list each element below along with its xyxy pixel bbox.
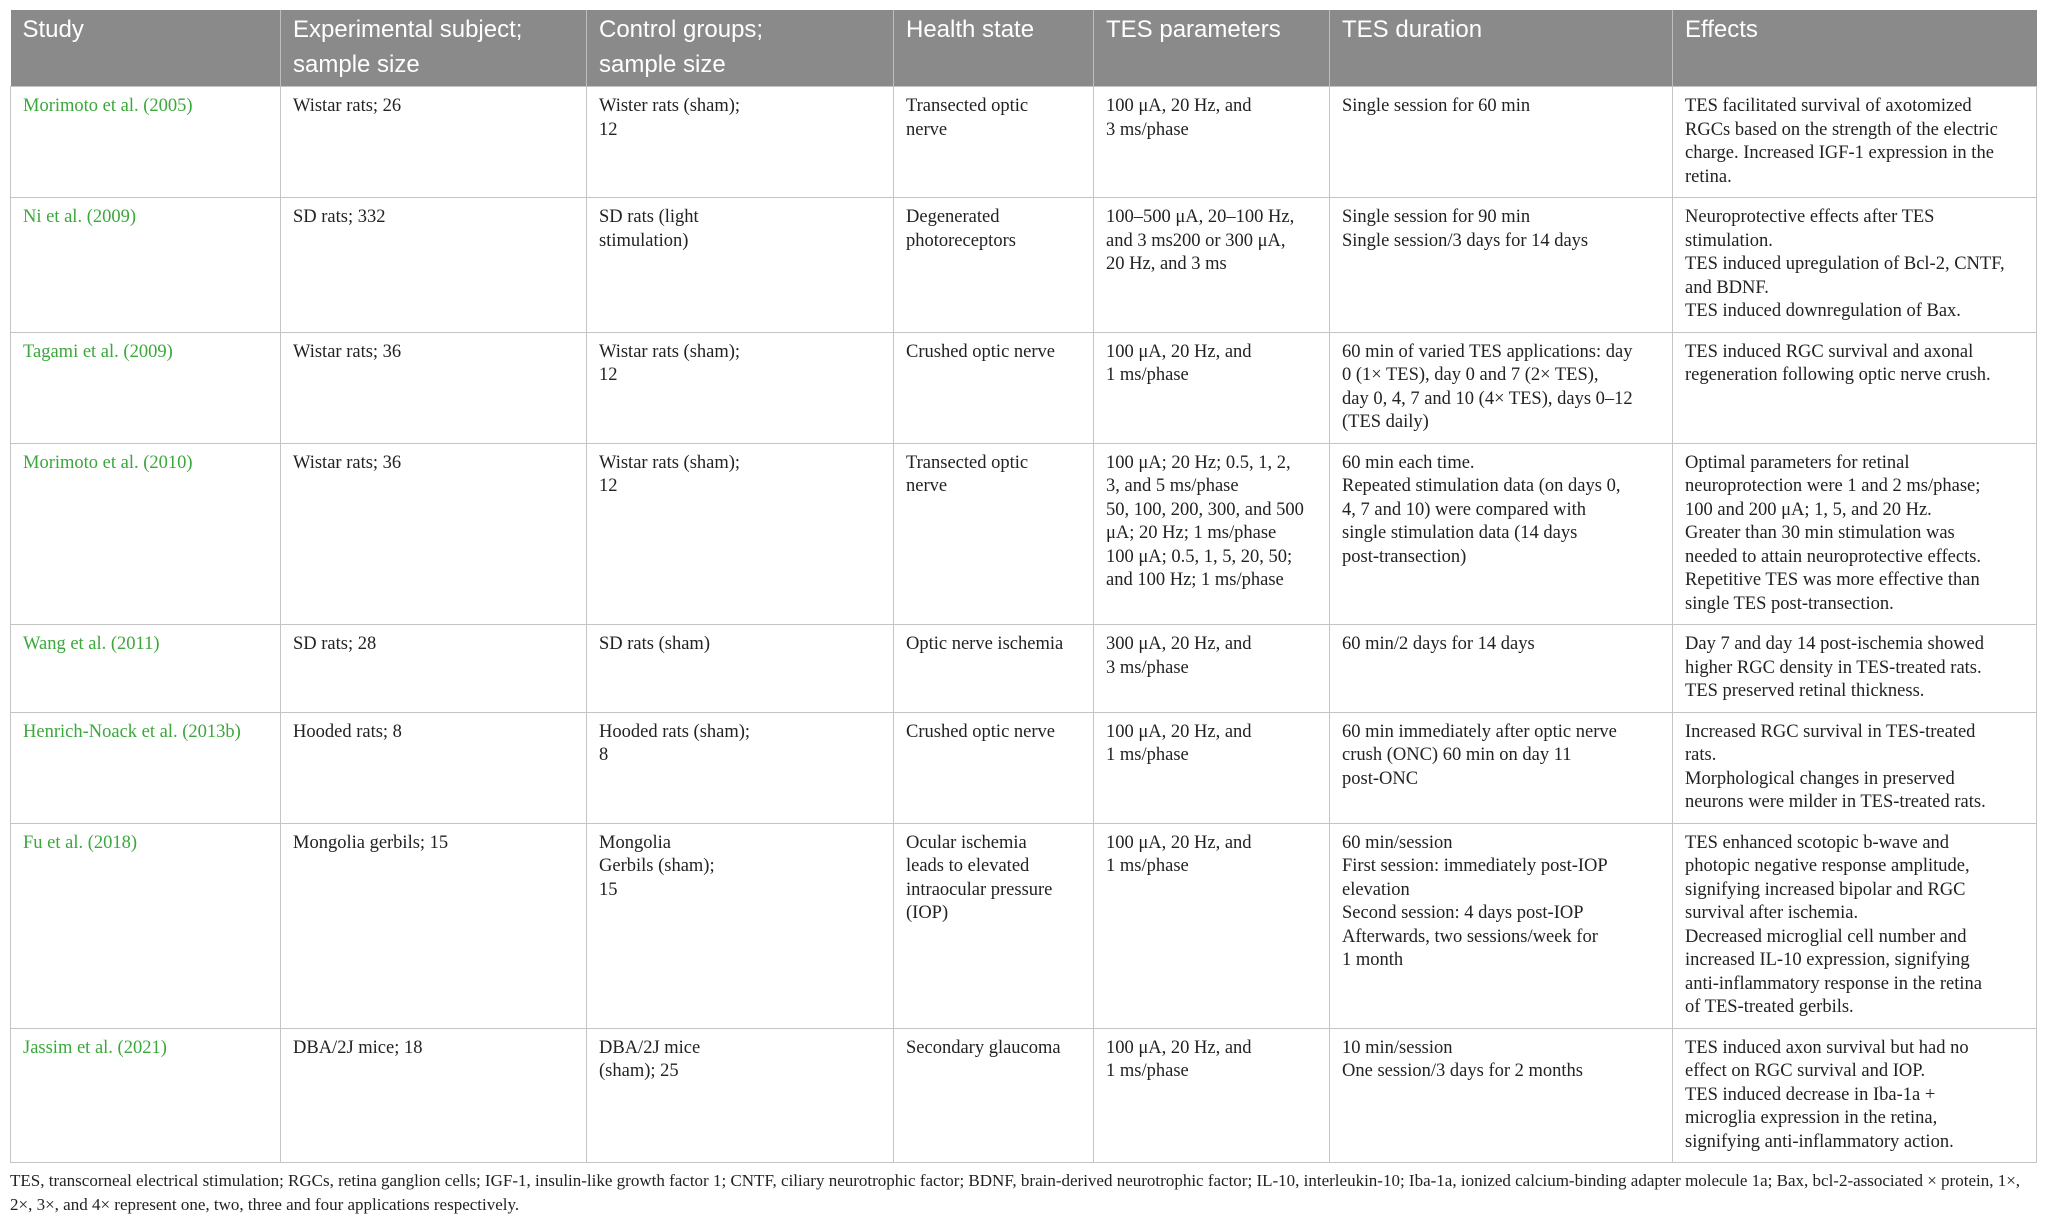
- experimental-subject-cell: Wistar rats; 36: [281, 443, 587, 625]
- tes-duration-cell: 60 min/session First session: immediately post-IOP elevation Second session: 4 days post-IOP Afterwards, two sessions/week for 1 month: [1330, 823, 1673, 1028]
- experimental-subject-cell: Mongolia gerbils; 15: [281, 823, 587, 1028]
- control-group-cell: Wister rats (sham); 12: [587, 87, 894, 198]
- table-row: [11, 87, 2037, 198]
- effects-cell: Day 7 and day 14 post-ischemia showed higher RGC density in TES-treated rats. TES preserved retinal thickness.: [1673, 625, 2037, 713]
- study-citation-link[interactable]: Jassim et al. (2021): [11, 1028, 281, 1163]
- table-row: [11, 198, 2037, 333]
- tes-duration-cell: 60 min immediately after optic nerve crush (ONC) 60 min on day 11 post-ONC: [1330, 712, 1673, 823]
- control-group-cell: DBA/2J mice (sham); 25: [587, 1028, 894, 1163]
- tes-parameters-cell: 100–500 μA, 20–100 Hz, and 3 ms200 or 300 μA, 20 Hz, and 3 ms: [1094, 198, 1330, 333]
- table-row: [11, 443, 2037, 625]
- study-citation-link[interactable]: Morimoto et al. (2010): [11, 443, 281, 625]
- tes-parameters-cell: 100 μA, 20 Hz, and 1 ms/phase: [1094, 1028, 1330, 1163]
- table-footnote: TES, transcorneal electrical stimulation; RGCs, retina ganglion cells; IGF-1, insulin-like growth factor 1; CNTF, ciliary neurotrophic factor; BDNF, brain-derived neurotrophic factor; IL-10, interleukin-10; Iba-1a, ionized calcium-binding adapter molecule 1a; Bax, bcl-2-associated × protein, 1×, 2×, 3×, and 4× represent one, two, three and four applications respectively.: [10, 1171, 2021, 1214]
- table-header-row: [11, 10, 2037, 87]
- effects-cell: TES induced RGC survival and axonal regeneration following optic nerve crush.: [1673, 332, 2037, 443]
- study-citation-link[interactable]: Morimoto et al. (2005): [11, 87, 281, 198]
- health-state-cell: Secondary glaucoma: [894, 1028, 1094, 1163]
- tes-duration-cell: 60 min of varied TES applications: day 0 (1× TES), day 0 and 7 (2× TES), day 0, 4, 7 and 10 (4× TES), days 0–12 (TES daily): [1330, 332, 1673, 443]
- control-group-cell: SD rats (light stimulation): [587, 198, 894, 333]
- health-state-cell: Optic nerve ischemia: [894, 625, 1094, 713]
- study-citation-link[interactable]: Ni et al. (2009): [11, 198, 281, 333]
- control-group-cell: SD rats (sham): [587, 625, 894, 713]
- table-row: [11, 625, 2037, 713]
- header-tes-parameters: TES parameters: [1094, 10, 1330, 87]
- tes-parameters-cell: 100 μA, 20 Hz, and 1 ms/phase: [1094, 332, 1330, 443]
- control-group-cell: Wistar rats (sham); 12: [587, 332, 894, 443]
- tes-duration-cell: 10 min/session One session/3 days for 2 months: [1330, 1028, 1673, 1163]
- tes-parameters-cell: 100 μA, 20 Hz, and 1 ms/phase: [1094, 712, 1330, 823]
- health-state-cell: Crushed optic nerve: [894, 712, 1094, 823]
- table-row: [11, 823, 2037, 1028]
- header-health-state: Health state: [894, 10, 1094, 87]
- effects-cell: Increased RGC survival in TES-treated rats. Morphological changes in preserved neurons were milder in TES-treated rats.: [1673, 712, 2037, 823]
- tes-parameters-cell: 100 μA, 20 Hz, and 1 ms/phase: [1094, 823, 1330, 1028]
- study-citation-link[interactable]: Henrich-Noack et al. (2013b): [11, 712, 281, 823]
- health-state-cell: Crushed optic nerve: [894, 332, 1094, 443]
- effects-cell: Optimal parameters for retinal neuroprotection were 1 and 2 ms/phase; 100 and 200 μA; 1, 5, and 20 Hz. Greater than 30 min stimulation was needed to attain neuroprotective effects. Repetitive TES was more effective than single TES post-transection.: [1673, 443, 2037, 625]
- table-row: [11, 1028, 2037, 1163]
- experimental-subject-cell: SD rats; 28: [281, 625, 587, 713]
- control-group-cell: Wistar rats (sham); 12: [587, 443, 894, 625]
- study-citation-link[interactable]: Wang et al. (2011): [11, 625, 281, 713]
- experimental-subject-cell: SD rats; 332: [281, 198, 587, 333]
- control-group-cell: Hooded rats (sham); 8: [587, 712, 894, 823]
- health-state-cell: Degenerated photoreceptors: [894, 198, 1094, 333]
- experimental-subject-cell: Wistar rats; 26: [281, 87, 587, 198]
- tes-duration-cell: Single session for 90 min Single session/3 days for 14 days: [1330, 198, 1673, 333]
- effects-cell: TES induced axon survival but had no effect on RGC survival and IOP. TES induced decrease in Iba-1a + microglia expression in the retina, signifying anti-inflammatory action.: [1673, 1028, 2037, 1163]
- header-control-groups: Control groups; sample size: [587, 10, 894, 87]
- control-group-cell: Mongolia Gerbils (sham); 15: [587, 823, 894, 1028]
- health-state-cell: Transected optic nerve: [894, 87, 1094, 198]
- tes-parameters-cell: 100 μA, 20 Hz, and 3 ms/phase: [1094, 87, 1330, 198]
- header-tes-duration: TES duration: [1330, 10, 1673, 87]
- study-citation-link[interactable]: Fu et al. (2018): [11, 823, 281, 1028]
- effects-cell: TES facilitated survival of axotomized RGCs based on the strength of the electric charge. Increased IGF-1 expression in the retina.: [1673, 87, 2037, 198]
- health-state-cell: Ocular ischemia leads to elevated intraocular pressure (IOP): [894, 823, 1094, 1028]
- header-effects: Effects: [1673, 10, 2037, 87]
- table-row: [11, 332, 2037, 443]
- tes-duration-cell: 60 min/2 days for 14 days: [1330, 625, 1673, 713]
- health-state-cell: Transected optic nerve: [894, 443, 1094, 625]
- tes-duration-cell: Single session for 60 min: [1330, 87, 1673, 198]
- table-row: [11, 712, 2037, 823]
- experimental-subject-cell: DBA/2J mice; 18: [281, 1028, 587, 1163]
- study-table: [10, 10, 2037, 1163]
- tes-parameters-cell: 300 μA, 20 Hz, and 3 ms/phase: [1094, 625, 1330, 713]
- header-experimental-subject: Experimental subject; sample size: [281, 10, 587, 87]
- experimental-subject-cell: Hooded rats; 8: [281, 712, 587, 823]
- tes-duration-cell: 60 min each time. Repeated stimulation data (on days 0, 4, 7 and 10) were compared with single stimulation data (14 days post-transection): [1330, 443, 1673, 625]
- effects-cell: TES enhanced scotopic b-wave and photopic negative response amplitude, signifying increased bipolar and RGC survival after ischemia. Decreased microglial cell number and increased IL-10 expression, signifying anti-inflammatory response in the retina of TES-treated gerbils.: [1673, 823, 2037, 1028]
- header-study: Study: [11, 10, 281, 87]
- experimental-subject-cell: Wistar rats; 36: [281, 332, 587, 443]
- study-citation-link[interactable]: Tagami et al. (2009): [11, 332, 281, 443]
- tes-parameters-cell: 100 μA; 20 Hz; 0.5, 1, 2, 3, and 5 ms/phase 50, 100, 200, 300, and 500 μA; 20 Hz; 1 ms/phase 100 μA; 0.5, 1, 5, 20, 50; and 100 Hz; 1 ms/phase: [1094, 443, 1330, 625]
- effects-cell: Neuroprotective effects after TES stimulation. TES induced upregulation of Bcl-2, CNTF, and BDNF. TES induced downregulation of Bax.: [1673, 198, 2037, 333]
- document-page: [10, 10, 2036, 1217]
